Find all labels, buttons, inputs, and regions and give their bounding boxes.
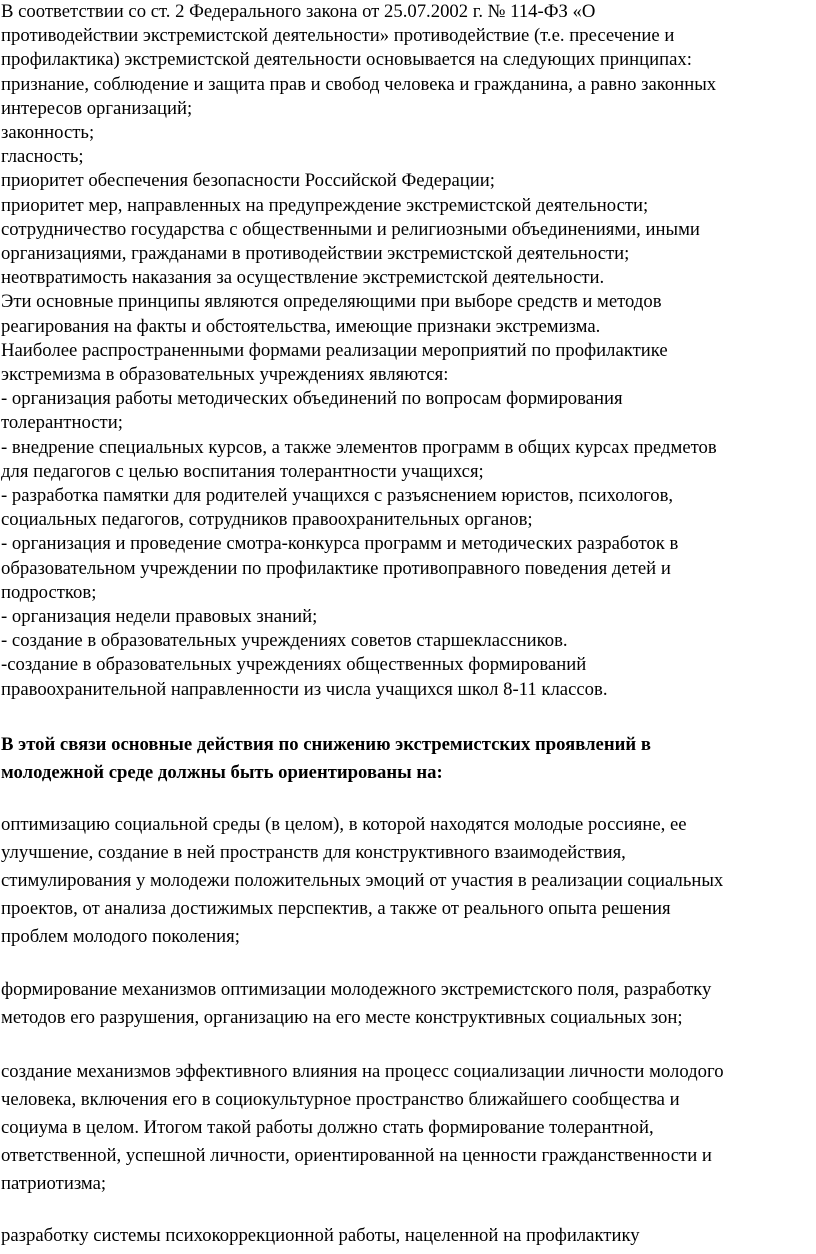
text-line: толерантности; bbox=[1, 412, 123, 434]
text-line: методов его разрушения, организацию на его месте конструктивных социальных зон; bbox=[1, 1007, 683, 1028]
paragraph-socialization bbox=[1, 1058, 724, 1198]
section-heading bbox=[1, 731, 651, 787]
text-line: - организация и проведение смотра-конкурса программ и методических разработок в bbox=[1, 533, 679, 555]
text-line: Эти основные принципы являются определяющими при выборе средств и методов bbox=[1, 291, 662, 313]
text-line: профилактика) экстремистской деятельности основывается на следующих принципах: bbox=[1, 49, 692, 71]
text-line: социума в целом. Итогом такой работы должно стать формирование толерантной, bbox=[1, 1117, 654, 1138]
text-line: приоритет обеспечения безопасности Российской Федерации; bbox=[1, 170, 495, 192]
heading-line: молодежной среде должны быть ориентированы на: bbox=[1, 762, 443, 783]
text-line: Наиболее распространенными формами реализации мероприятий по профилактике bbox=[1, 339, 668, 361]
text-line: создание механизмов эффективного влияния на процесс социализации личности молодого bbox=[1, 1061, 724, 1082]
text-line: -создание в образовательных учреждениях общественных формирований bbox=[1, 654, 587, 676]
text-line: патриотизма; bbox=[1, 1173, 107, 1194]
text-line: - создание в образовательных учреждениях советов старшеклассников. bbox=[1, 630, 568, 652]
text-line: образовательном учреждении по профилактике противоправного поведения детей и bbox=[1, 557, 671, 579]
text-line: организациями, гражданами в противодействии экстремистской деятельности; bbox=[1, 243, 630, 265]
text-line: - внедрение специальных курсов, а также элементов программ в общих курсах предметов bbox=[1, 436, 717, 458]
text-line: гласность; bbox=[1, 146, 84, 168]
text-line: - разработка памятки для родителей учащихся с разъяснением юристов, психологов, bbox=[1, 485, 674, 507]
text-line: подростков; bbox=[1, 581, 97, 603]
text-line: разработку системы психокоррекционной работы, нацеленной на профилактику bbox=[1, 1225, 640, 1246]
paragraph-extremist-field bbox=[1, 976, 711, 1032]
text-line: реагирования на факты и обстоятельства, имеющие признаки экстремизма. bbox=[1, 315, 601, 337]
text-line: признание, соблюдение и защита прав и свобод человека и гражданина, а равно законных bbox=[1, 73, 717, 95]
text-line: законность; bbox=[1, 122, 95, 144]
text-line: интересов организаций; bbox=[1, 97, 193, 119]
text-line: оптимизацию социальной среды (в целом), в которой находятся молодые россияне, ее bbox=[1, 814, 687, 835]
text-line: правоохранительной направленности из числа учащихся школ 8-11 классов. bbox=[1, 678, 608, 700]
heading-line: В этой связи основные действия по снижению экстремистских проявлений в bbox=[1, 734, 651, 755]
legal-principles-section bbox=[1, 0, 717, 702]
text-line: противодействии экстремистской деятельности» противодействие (т.е. пресечение и bbox=[1, 25, 675, 47]
text-line: приоритет мер, направленных на предупреждение экстремистской деятельности; bbox=[1, 194, 649, 216]
text-line: улучшение, создание в ней пространств для конструктивного взаимодействия, bbox=[1, 842, 626, 863]
text-line: для педагогов с целью воспитания толерантности учащихся; bbox=[1, 460, 484, 482]
text-line: социальных педагогов, сотрудников правоохранительных органов; bbox=[1, 509, 533, 531]
text-line: человека, включения его в социокультурное пространство ближайшего сообщества и bbox=[1, 1089, 680, 1110]
text-line: экстремизма в образовательных учреждениях являются: bbox=[1, 364, 449, 386]
text-line: - организация работы методических объединений по вопросам формирования bbox=[1, 388, 623, 410]
text-line: проектов, от анализа достижимых перспектив, а также от реального опыта решения bbox=[1, 898, 671, 919]
text-line: стимулирования у молодежи положительных эмоций от участия в реализации социальных bbox=[1, 870, 724, 891]
paragraph-social-environment bbox=[1, 811, 723, 951]
paragraph-psychocorrection bbox=[1, 1222, 640, 1250]
text-line: проблем молодого поколения; bbox=[1, 926, 240, 947]
text-line: - организация недели правовых знаний; bbox=[1, 606, 318, 628]
text-line: формирование механизмов оптимизации молодежного экстремистского поля, разработку bbox=[1, 979, 712, 1000]
text-line: сотрудничество государства с общественными и религиозными объединениями, иными bbox=[1, 218, 700, 240]
text-line: ответственной, успешной личности, ориентированной на ценности гражданственности и bbox=[1, 1145, 712, 1166]
text-line: В соответствии со ст. 2 Федерального закона от 25.07.2002 г. № 114-ФЗ «О bbox=[1, 1, 596, 22]
text-line: неотвратимость наказания за осуществление экстремистской деятельности. bbox=[1, 267, 605, 289]
